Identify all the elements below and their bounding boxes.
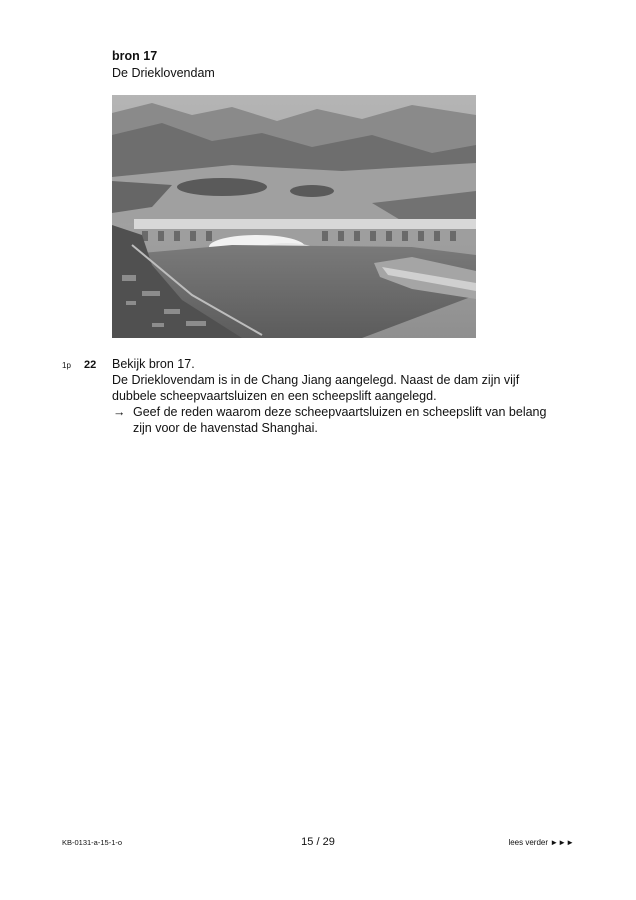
question-task bbox=[112, 404, 552, 436]
question-body bbox=[112, 356, 552, 436]
footer-code: KB-0131-a-15-1-o bbox=[62, 838, 123, 847]
source-title: bron 17 bbox=[112, 49, 158, 63]
continue-label: lees verder ►►► bbox=[508, 838, 574, 847]
question-points: 1p bbox=[62, 361, 71, 370]
question-text: De Drieklovendam is in de Chang Jiang aangelegd. Naast de dam zijn vijf dubbele scheepvaartsluizen en een scheepslift aangelegd. bbox=[112, 373, 520, 403]
page-number: 15 / 29 bbox=[301, 836, 335, 848]
source-caption: De Drieklovendam bbox=[112, 66, 215, 80]
question-number: 22 bbox=[84, 359, 97, 371]
arrow-icon: → bbox=[113, 405, 126, 419]
dam-photo bbox=[112, 95, 476, 338]
question-task-text: Geef de reden waarom deze scheepvaartsluizen en scheepslift van belang zijn voor de havenstad Shanghai. bbox=[133, 405, 547, 435]
question-intro: Bekijk bron 17. bbox=[112, 357, 195, 371]
